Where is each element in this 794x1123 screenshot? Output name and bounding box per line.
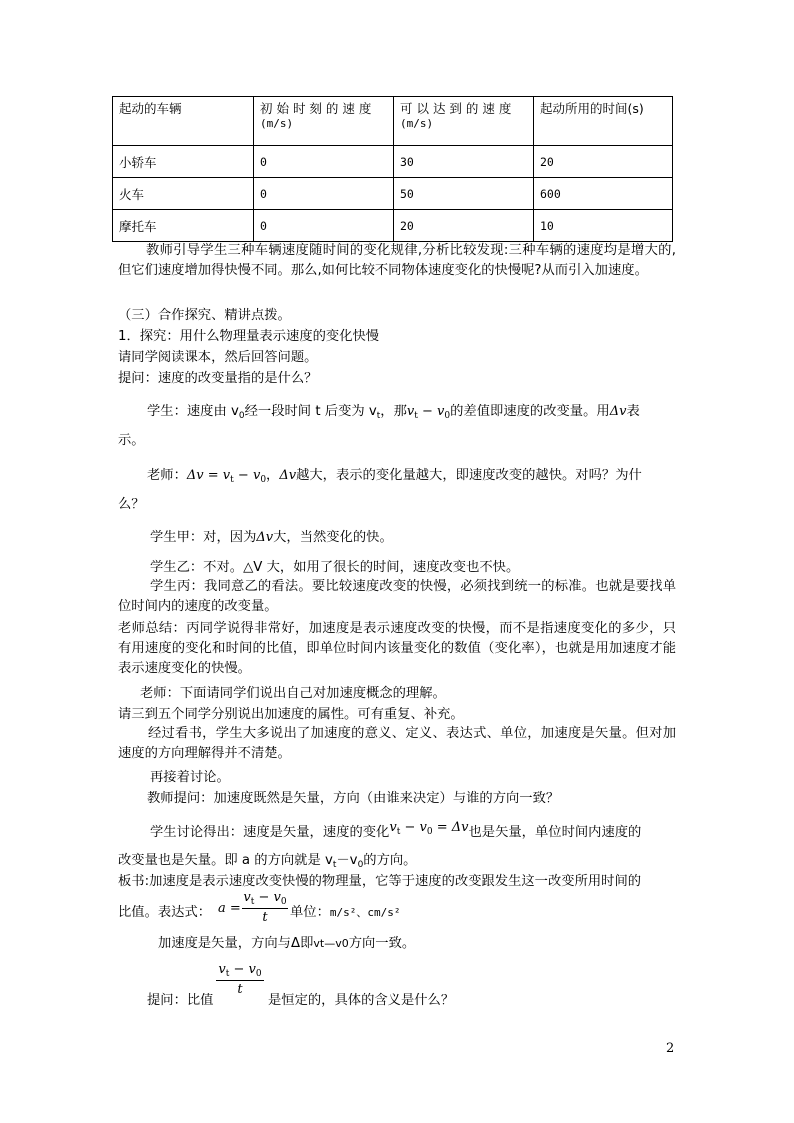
student-bing-paragraph: 学生丙：我同意乙的看法。要比较速度改变的快慢，必须找到统一的标准。也就是要找单位时间内的速度的改变量。: [118, 579, 676, 614]
subscript: 0: [238, 411, 245, 421]
fraction-bar: [242, 908, 288, 909]
table-row: [113, 178, 673, 210]
student-discussion-line: [150, 821, 641, 842]
fraction-bar: [216, 980, 264, 981]
formula-delta-v-def: $\Delta v = v_t - v_0$: [186, 468, 267, 485]
table-cell: 10: [534, 210, 673, 242]
text-run: 比值。表达式：: [118, 905, 212, 920]
section-heading: （三）合作探究、精讲点拨。: [118, 308, 291, 323]
table-header-cell: [254, 97, 394, 146]
header-text: 可 以 达 到 的 速 度: [400, 101, 512, 116]
text-run: 也是矢量，单位时间内速度的: [468, 825, 642, 840]
formula-vt-minus-v0: $v_t - v_0$: [406, 404, 451, 421]
board-expression-line: [118, 901, 211, 920]
question-line: 提问：速度的改变量指的是什么？: [118, 371, 318, 386]
formula-delta-v: Δv: [609, 404, 627, 419]
text-run: 学生讨论得出：速度是矢量，速度的变化: [150, 825, 390, 840]
formula-fraction: [216, 962, 264, 997]
discuss-line: 再接着讨论。: [150, 770, 230, 785]
table-header-cell: [534, 97, 673, 146]
fraction-denominator: t: [262, 910, 268, 925]
final-question-b: 是恒定的，具体的含义是什么？: [268, 993, 455, 1008]
student-discussion-cont: [118, 849, 416, 870]
subscript: t: [376, 411, 381, 421]
teacher-question-cont: 么？: [118, 497, 145, 512]
header-unit: (m/s): [400, 117, 434, 130]
table-header-row: [113, 97, 673, 146]
text-run: ，: [266, 468, 280, 483]
table-cell: 20: [394, 210, 534, 242]
vehicle-speed-table: [112, 96, 673, 242]
text-run: 的方向。: [363, 853, 417, 868]
student-yi-line: 学生乙：不对。△V 大，如用了很长的时间，速度改变也不快。: [150, 560, 520, 575]
text-run: ，那: [380, 404, 407, 419]
text-run: 表: [626, 404, 640, 419]
text-run: 学生甲：对，因为: [150, 530, 257, 545]
text-run: 大，当然变化的快。: [273, 530, 393, 545]
teacher-question-direction: 教师提问：加速度既然是矢量，方向（由谁来决定）与谁的方向一致？: [147, 791, 560, 806]
vector-direction-line: [158, 932, 415, 951]
board-definition-line: 板书:加速度是表示速度改变快慢的物理量，它等于速度的改变跟发生这一改变所用时间的: [118, 874, 642, 889]
teacher-question-line: [147, 464, 642, 485]
table-header-cell: [394, 97, 534, 146]
fraction-numerator: $v_t - v_0$: [218, 962, 262, 979]
table-cell: 0: [254, 146, 394, 178]
table-header-cell: [113, 97, 254, 146]
formula-delta-v-def: $v_t - v_0 = \Delta v$: [389, 820, 469, 837]
text-run: 单位：: [290, 905, 330, 920]
student-answer-line: [147, 400, 640, 421]
table-cell: 50: [394, 178, 534, 210]
formula-a-equals: a =: [218, 901, 241, 916]
header-unit: (m/s): [260, 117, 294, 130]
table-cell: 0: [254, 178, 394, 210]
unit-line: [290, 901, 401, 920]
table-cell: 600: [534, 178, 673, 210]
ask-students-line: 请三到五个同学分别说出加速度的属性。可有重复、补充。: [118, 707, 464, 722]
text-run: －v: [336, 853, 358, 868]
fraction-numerator: $v_t - v_0$: [243, 890, 287, 907]
formula-delta-v: Δv: [256, 530, 274, 545]
text-run: 的差值即速度的改变量。用: [450, 404, 610, 419]
text-run: 方向一致。: [348, 936, 416, 951]
read-instruction: 请同学阅读课本，然后回答问题。: [118, 350, 318, 365]
intro-paragraph: 教师引导学生三种车辆速度随时间的变化规律,分析比较发现:三种车辆的速度均是增大的,但它们速度增加得快慢不同。那么,如何比较不同物体速度变化的快慢呢?从而引入加速度。: [118, 243, 676, 278]
header-text: 起动的车辆: [119, 101, 182, 116]
table-row: [113, 146, 673, 178]
after-reading-paragraph: 经过看书，学生大多说出了加速度的意义、定义、表达式、单位，加速度是矢量。但对加速度的方向理解得并不清楚。: [118, 726, 676, 761]
teacher-summary-paragraph: 老师总结：丙同学说得非常好，加速度是表示速度改变的快慢，而不是指速度变化的多少，只有用速度的变化和时间的比值，即单位时间内该量变化的数值（变化率），也就是用加速度才能表示速度变化的快慢。: [118, 621, 676, 676]
text-run: 老师：: [147, 468, 187, 483]
student-jia-line: [150, 526, 393, 545]
explore-heading: 1．探究：用什么物理量表示速度的变化快慢: [118, 329, 380, 344]
text-run: 越大，表示的变化量越大，即速度改变的越快。对吗？为什: [296, 468, 642, 483]
formula-delta-v: Δv: [279, 468, 297, 483]
table-cell: 摩托车: [113, 210, 254, 242]
subscript: 0: [357, 860, 364, 870]
page-number: 2: [666, 1041, 675, 1056]
text-run: 改变量也是矢量。即 a 的方向就是 v: [118, 853, 333, 868]
teacher-instruction: 老师：下面请同学们说出自己对加速度概念的理解。: [140, 686, 446, 701]
unit-values: m/s²、cm/s²: [329, 906, 401, 919]
text-run: 加速度是矢量，方向与Δ即: [158, 936, 314, 951]
subscript: t: [332, 860, 337, 870]
table-cell: 小轿车: [113, 146, 254, 178]
table-cell: 0: [254, 210, 394, 242]
fraction-denominator: t: [237, 982, 243, 997]
text-run: 经一段时间 t 后变为 v: [244, 404, 377, 419]
table-row: [113, 210, 673, 242]
student-answer-cont: 示。: [118, 433, 145, 448]
header-text: 起动所用的时间(s): [540, 101, 644, 116]
formula-fraction: [242, 890, 288, 925]
table-cell: 火车: [113, 178, 254, 210]
header-text: 初 始 时 刻 的 速 度: [260, 101, 372, 116]
final-question-a: 提问：比值: [147, 993, 214, 1008]
table-cell: 30: [394, 146, 534, 178]
table-cell: 20: [534, 146, 673, 178]
inline-formula: vt—v0: [313, 937, 349, 950]
text-run: 学生：速度由 v: [147, 404, 239, 419]
